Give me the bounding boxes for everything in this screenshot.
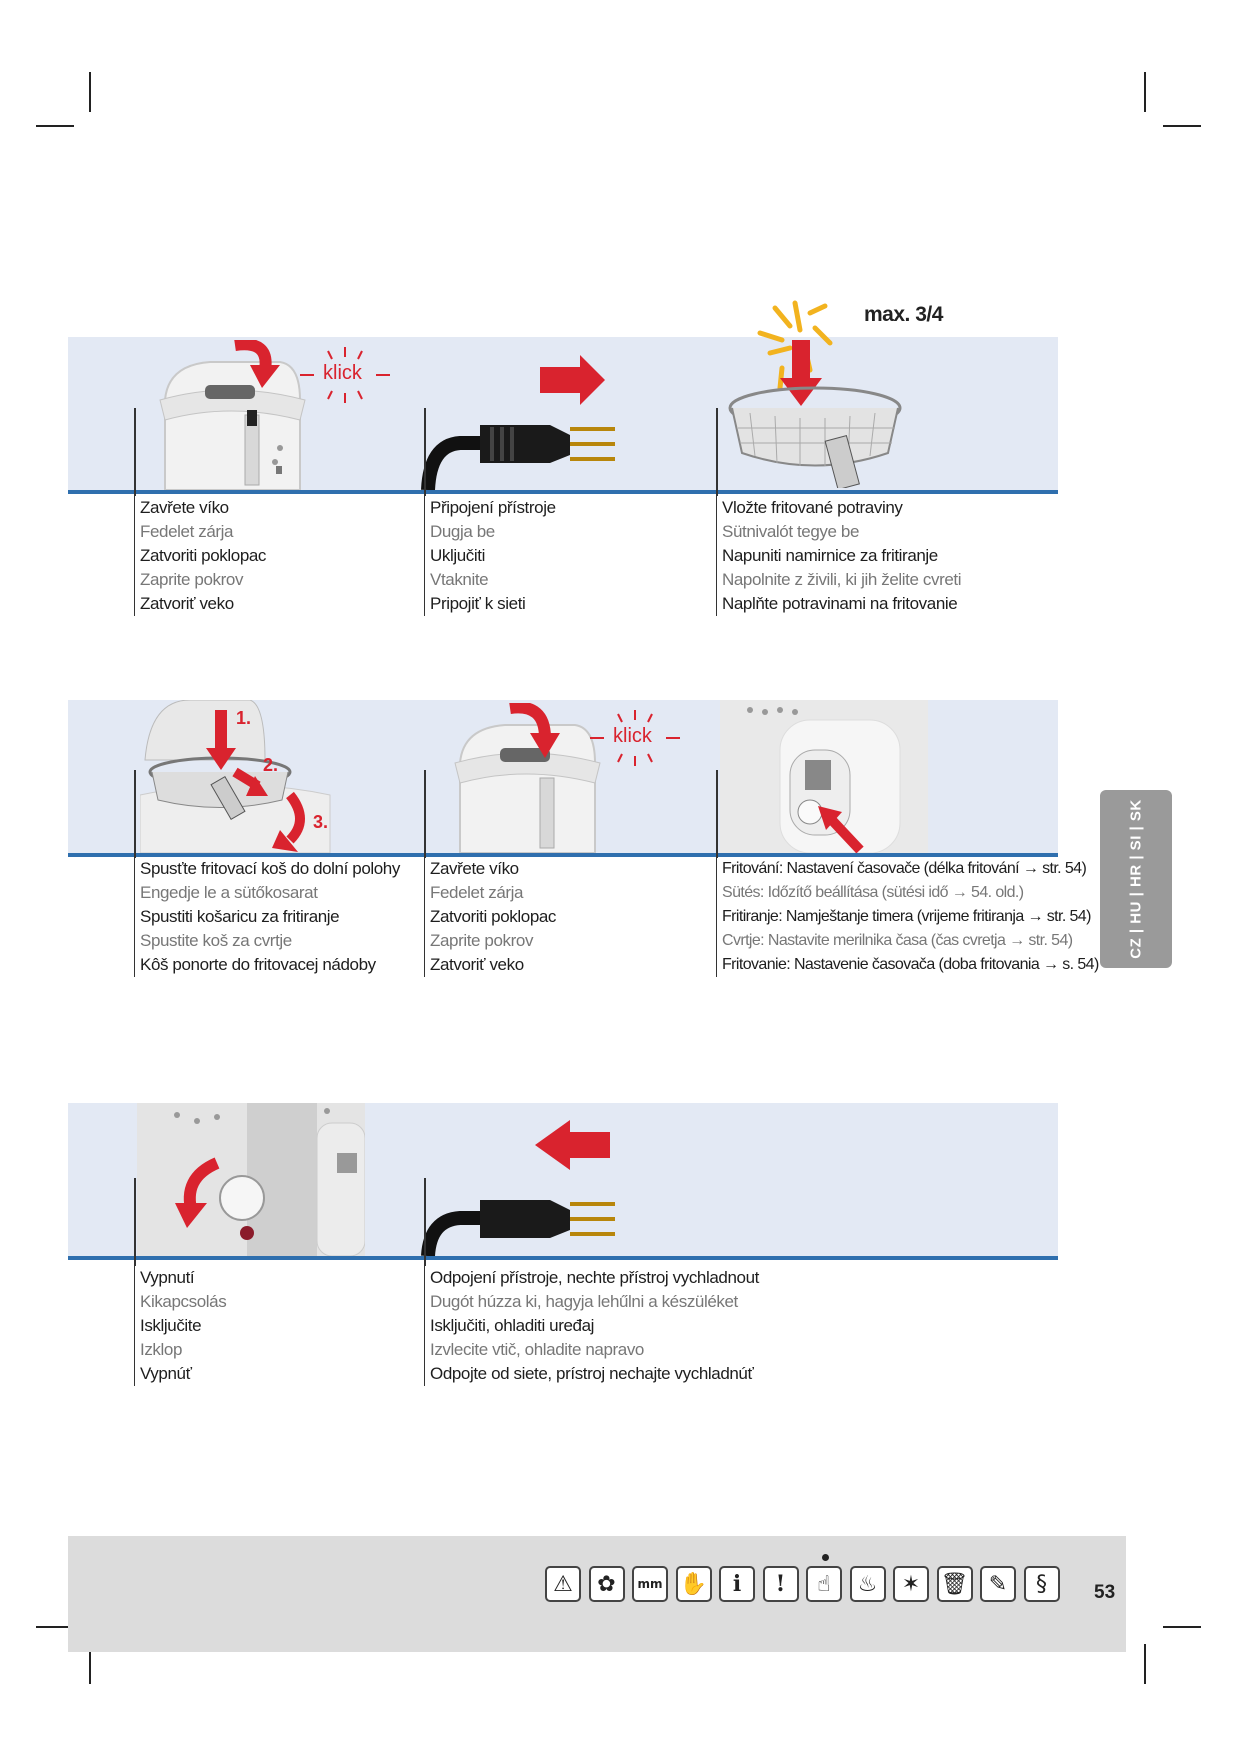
text-si: Zaprite pokrov (140, 570, 244, 589)
text-cz: Zavřete víko (140, 498, 229, 517)
divider-line (424, 1178, 426, 1266)
text-hr: Napuniti namirnice za fritiranje (722, 546, 938, 565)
text-sk: Naplňte potravinami na fritovanie (722, 594, 958, 613)
exclamation-icon: ! (763, 1566, 799, 1602)
step-number-3: 3. (313, 812, 329, 832)
timer-set-illustration (720, 700, 928, 853)
divider-line (134, 1178, 136, 1266)
text-hu: Sütnivalót tegye be (722, 522, 859, 541)
info-icon: i (719, 1566, 755, 1602)
hand-icon: ✋ (676, 1566, 712, 1602)
crop-mark (36, 125, 74, 127)
text-sk: Zatvoriť veko (140, 594, 234, 613)
divider-line (134, 408, 136, 496)
text-hu: Kikapcsolás (140, 1292, 227, 1311)
step-text-lower-basket (134, 857, 400, 977)
divider-line (134, 770, 136, 858)
klick-label-2: klick (613, 725, 652, 747)
plug-remove-illustration (420, 1120, 620, 1256)
pencil-icon: ✎ (980, 1566, 1016, 1602)
text-si: Cvrtje: Nastavite merilnika časa (čas cvretja → str. 54) (722, 932, 1073, 949)
text-sk: Zatvoriť veko (430, 955, 524, 974)
divider-line (716, 770, 718, 858)
text-hr: Spustiti košaricu za fritiranje (140, 907, 340, 926)
language-tab (1100, 790, 1172, 968)
text-si: Izvlecite vtič, ohladite napravo (430, 1340, 644, 1359)
fryer-close-lid-illustration (150, 340, 310, 490)
text-cz: Odpojení přístroje, nechte přístroj vychladnout (430, 1268, 759, 1287)
text-hr: Zatvoriti poklopac (430, 907, 557, 926)
step-text-insert-food (716, 496, 961, 616)
step-number-2: 2. (263, 755, 279, 775)
max-fill-label: max. 3/4 (864, 303, 943, 326)
step-text-switch-off (134, 1266, 226, 1386)
flower-icon: ✿ (589, 1566, 625, 1602)
chef-hat-icon: ♨ (850, 1566, 886, 1602)
text-hu: Dugót húzza ki, hagyja lehűlni a készüléket (430, 1292, 738, 1311)
warning-icon: ⚠ (545, 1566, 581, 1602)
text-hu: Dugja be (430, 522, 495, 541)
step-text-close-lid-2 (424, 857, 556, 977)
switch-off-illustration (137, 1103, 365, 1256)
text-hu: Fedelet zárja (140, 522, 234, 541)
text-cz: Spusťte fritovací koš do dolní polohy (140, 859, 400, 878)
plug-insert-illustration (420, 355, 620, 490)
text-cz: Připojení přístroje (430, 498, 556, 517)
klick-label-1: klick (323, 362, 362, 384)
crop-mark (89, 72, 91, 112)
text-si: Napolnite z živili, ki jih želite cvreti (722, 570, 962, 589)
text-cz: Vložte fritované potraviny (722, 498, 903, 517)
text-hu: Engedje le a sütőkosarat (140, 883, 318, 902)
step-text-unplug (424, 1266, 759, 1386)
text-cz: Zavřete víko (430, 859, 519, 878)
pointing-dot (822, 1554, 829, 1561)
paragraph-icon: § (1024, 1566, 1060, 1602)
cleaning-star-icon: ✶ (893, 1566, 929, 1602)
crop-mark (1144, 72, 1146, 112)
text-hr: Zatvoriti poklopac (140, 546, 267, 565)
pointing-hand-icon: ☝ (806, 1566, 842, 1602)
step-text-plug-in (424, 496, 556, 616)
divider-line (424, 770, 426, 858)
text-hu: Fedelet zárja (430, 883, 524, 902)
text-hr: Uključiti (430, 546, 485, 565)
text-hr: Isključite (140, 1316, 202, 1335)
ruler-mm-icon: mm (632, 1566, 668, 1602)
text-sk: Odpojte od siete, prístroj nechajte vychladnúť (430, 1364, 754, 1383)
text-hr: Isključiti, ohladiti uređaj (430, 1316, 595, 1335)
waste-bin-icon: 🗑 (937, 1566, 973, 1602)
crop-mark (1144, 1644, 1146, 1684)
step-text-set-timer (716, 857, 1099, 977)
text-hr: Fritiranje: Namještanje timera (vrijeme fritiranja → str. 54) (722, 908, 1091, 925)
text-sk: Vypnúť (140, 1364, 192, 1383)
text-si: Izklop (140, 1340, 183, 1359)
step-number-1: 1. (236, 708, 252, 728)
crop-mark (1163, 1626, 1201, 1628)
text-sk: Fritovanie: Nastavenie časovača (doba fritovania → s. 54) (722, 956, 1099, 973)
text-cz: Vypnutí (140, 1268, 195, 1287)
text-si: Spustite koš za cvrtje (140, 931, 292, 950)
page-number: 53 (1094, 1582, 1116, 1603)
fryer-close-lid-illustration (445, 703, 605, 853)
text-hu: Sütés: Időzítő beállítása (sütési idő → 54. old.) (722, 884, 1024, 901)
language-tab-label: CZ | HU | HR | SI | SK (1127, 799, 1145, 959)
text-si: Vtaknite (430, 570, 489, 589)
step-text-close-lid (134, 496, 266, 616)
text-sk: Kôš ponorte do fritovacej nádoby (140, 955, 376, 974)
text-sk: Pripojiť k sieti (430, 594, 526, 613)
crop-mark (1163, 125, 1201, 127)
text-cz: Fritování: Nastavení časovače (délka fritování → str. 54) (722, 860, 1087, 877)
text-si: Zaprite pokrov (430, 931, 534, 950)
divider-line (424, 408, 426, 496)
divider-line (716, 408, 718, 496)
